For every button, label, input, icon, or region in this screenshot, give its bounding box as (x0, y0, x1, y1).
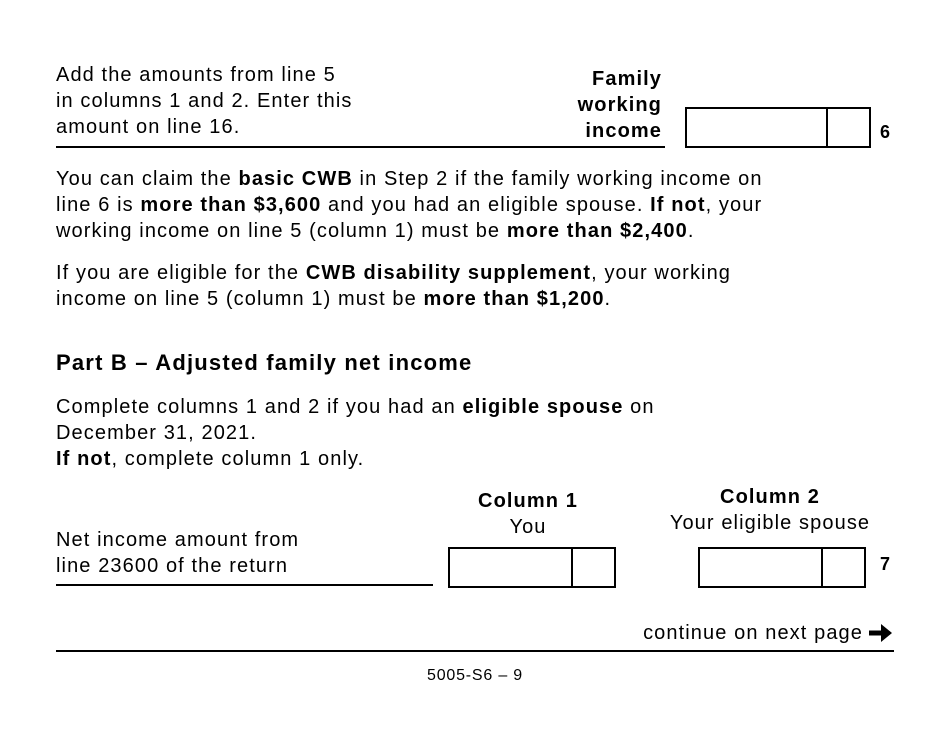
text: . (604, 288, 612, 310)
cents-divider (571, 549, 573, 586)
line7-column1-field[interactable] (448, 547, 616, 588)
column-2-header (640, 484, 900, 536)
column-1-title: Column 1 (478, 490, 578, 512)
emphasis: eligible spouse (462, 396, 624, 418)
text: working income on line 5 (column 1) must be (56, 220, 507, 242)
text: Complete columns 1 and 2 if you had an (56, 396, 463, 418)
page-identifier: 5005-S6 – 9 (427, 667, 523, 684)
paragraph-line (56, 446, 655, 472)
line6-instruction (56, 62, 352, 140)
line7-label (56, 527, 299, 579)
line-number-7: 7 (880, 554, 891, 574)
column-1-subtitle: You (509, 516, 547, 538)
disability-supplement-paragraph (56, 260, 731, 312)
family-working-income-label (540, 66, 662, 144)
emphasis: If not (650, 194, 706, 216)
continue-text: continue on next page (643, 622, 863, 644)
text: You can claim the (56, 168, 239, 190)
line6-instruction-line: in columns 1 and 2. Enter this (56, 90, 353, 112)
basic-cwb-paragraph (56, 166, 763, 244)
text: , complete column 1 only. (111, 448, 365, 470)
emphasis: more than $3,600 (140, 194, 322, 216)
paragraph-line: December 31, 2021. (56, 422, 258, 444)
line-number-6: 6 (880, 122, 891, 142)
label-line: income (585, 120, 662, 142)
paragraph-line (56, 394, 655, 420)
column-2-subtitle: Your eligible spouse (669, 512, 871, 534)
text: . (687, 220, 695, 242)
label-line: Net income amount from (56, 529, 300, 551)
emphasis: more than $2,400 (506, 220, 688, 242)
paragraph-line (56, 166, 763, 192)
text: on (623, 396, 655, 418)
emphasis: CWB disability supplement (305, 262, 592, 284)
line6-amount-field[interactable] (685, 107, 871, 148)
line6-rule (56, 146, 665, 148)
text: , your (705, 194, 763, 216)
text: and you had an eligible spouse. (321, 194, 651, 216)
line6-instruction-line: amount on line 16. (56, 116, 241, 138)
paragraph-line (56, 260, 731, 286)
label-line: Family (592, 68, 662, 90)
emphasis: more than $1,200 (423, 288, 605, 310)
emphasis: If not (56, 448, 112, 470)
text: , your working (591, 262, 732, 284)
paragraph-line (56, 286, 731, 312)
continue-next-page (560, 620, 893, 646)
text: If you are eligible for the (56, 262, 306, 284)
paragraph-line (56, 218, 763, 244)
line7-rule (56, 584, 433, 586)
label-line: working (577, 94, 662, 116)
part-b-heading: Part B – Adjusted family net income (56, 350, 473, 375)
cents-divider (826, 109, 828, 146)
cents-divider (821, 549, 823, 586)
part-b-intro (56, 394, 655, 472)
column-1-header (448, 488, 608, 540)
column-2-title: Column 2 (720, 486, 820, 508)
text: line 6 is (56, 194, 141, 216)
label-line: line 23600 of the return (56, 555, 289, 577)
text: in Step 2 if the family working income on (352, 168, 763, 190)
paragraph-line (56, 192, 763, 218)
footer-rule (56, 650, 894, 652)
right-arrow-icon (867, 622, 893, 644)
emphasis: basic CWB (238, 168, 353, 190)
line6-instruction-line: Add the amounts from line 5 (56, 64, 336, 86)
text: income on line 5 (column 1) must be (56, 288, 424, 310)
line7-column2-field[interactable] (698, 547, 866, 588)
